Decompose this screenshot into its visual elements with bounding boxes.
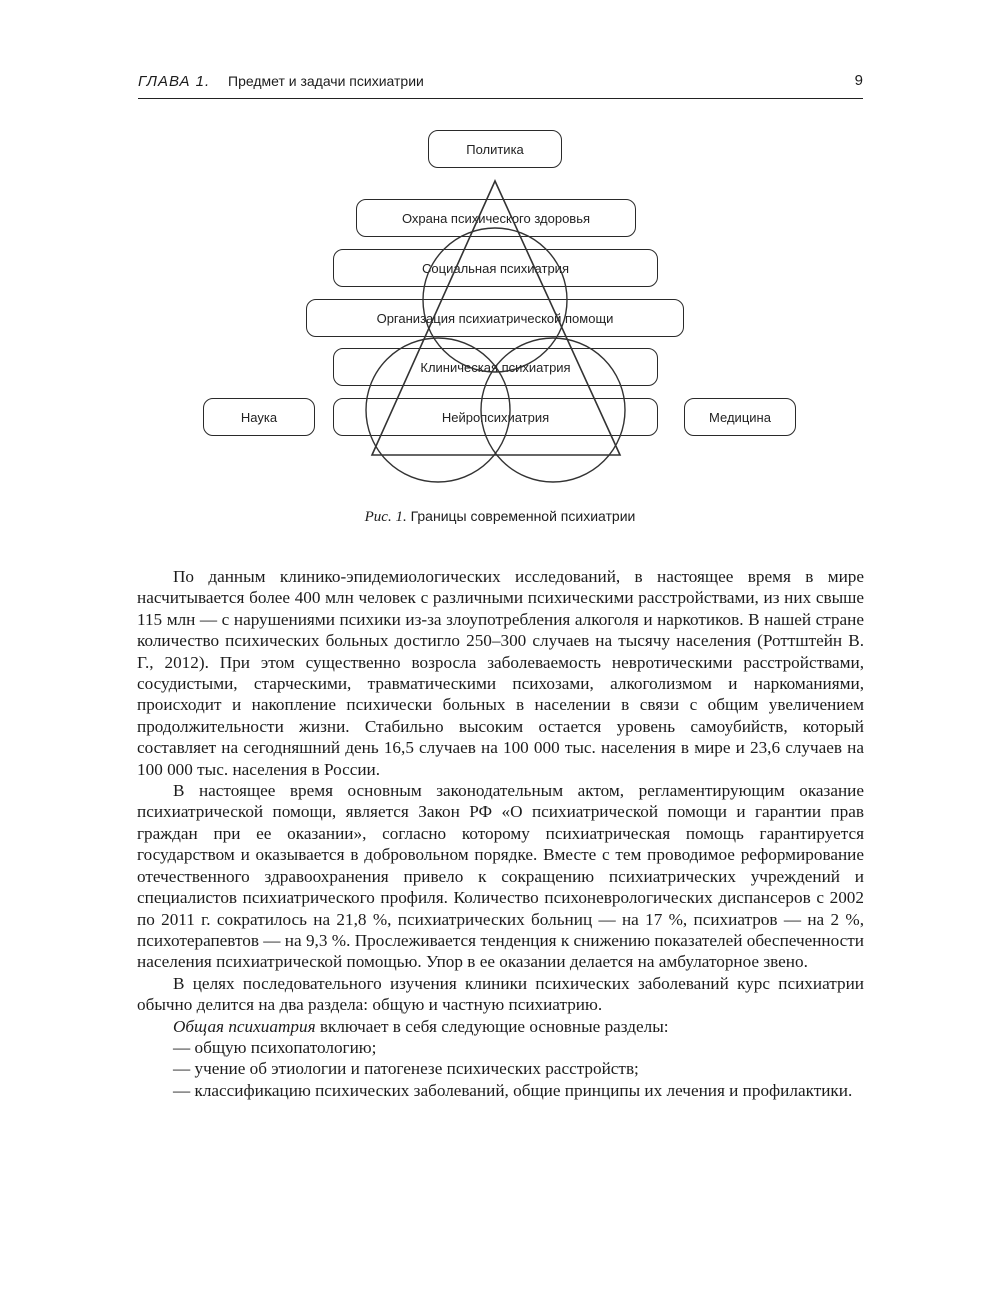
circle-bottom-right bbox=[481, 338, 625, 482]
figure-caption bbox=[0, 508, 1000, 526]
list-item: — общую психопатологию; bbox=[173, 1037, 377, 1057]
term-general-psychiatry: Общая психиатрия bbox=[173, 1016, 316, 1036]
box-mental-health: Охрана психического здоровья bbox=[356, 199, 636, 237]
box-neuropsychiatry: Нейропсихиатрия bbox=[333, 398, 658, 436]
paragraph-4 bbox=[137, 1016, 864, 1037]
box-organization: Организация психиатрической помощи bbox=[306, 299, 684, 337]
box-medicine: Медицина bbox=[684, 398, 796, 436]
paragraph-2: В настоящее время основным законодательным актом, регламентирующим оказание психиатрической помощи, является Закон РФ «О психиатрической помощи и гарантии прав граждан при ее оказании», согласно которому психиатрическая помощь гарантируется государством и оказывается в добровольном порядке. Вместе с тем проводимое реформирование отечественного здравоохранения привело к сокращению психиатрических учреждений и специалистов психиатрического профиля. Количество психоневрологических диспансеров с 2002 по 2011 г. сократилось на 21,8 %, психиатрических больниц — на 17 %, психиатров — на 2 %, психотерапевтов — на 9,3 %. Прослеживается тенденция к снижению показателей обеспеченности населения психиатрической помощью. Упор в ее оказании делается на амбулаторное звено. bbox=[137, 781, 864, 972]
box-clinical-psychiatry: Клиническая психиатрия bbox=[333, 348, 658, 386]
paragraph-4-rest: включает в себя следующие основные разделы: bbox=[315, 1016, 669, 1036]
circle-bottom-left bbox=[366, 338, 510, 482]
venn-triangle-overlay bbox=[0, 0, 1000, 560]
figure-caption-text: Границы современной психиатрии bbox=[410, 508, 636, 524]
body-text bbox=[137, 566, 864, 1101]
list-item: — учение об этиологии и патогенезе психических расстройств; bbox=[173, 1059, 639, 1079]
paragraph-3: В целях последовательного изучения клиники психических заболеваний курс психиатрии обычно делится на два раздела: общую и частную психиатрию. bbox=[137, 973, 864, 1015]
box-social-psychiatry: Социальная психиатрия bbox=[333, 249, 658, 287]
chapter-label: ГЛАВА 1. bbox=[138, 73, 211, 90]
figure-psychiatry-boundaries bbox=[0, 0, 1000, 560]
triangle bbox=[372, 181, 620, 455]
list-item: — классификацию психических заболеваний, общие принципы их лечения и профилактики. bbox=[173, 1080, 853, 1100]
figure-caption-label: Рис. 1. bbox=[364, 509, 407, 525]
paragraph-1: По данным клинико-эпидемиологических исследований, в настоящее время в мире насчитывается более 400 млн человек с различными психическими расстройствами, из них свыше 115 млн — с нарушениями психики из-за злоупотребления алкоголя и наркотиков. В нашей стране количество психических больных достигло 250–300 случаев на тысячу населения (Роттштейн В. Г., 2012). При этом существенно возросла заболеваемость невротическими расстройствами, сосудистыми, старческими, травматическими психозами, алкоголизмом и наркоманиями, происходит и накопление психически больных в населении в связи с общим увеличением продолжительности жизни. Стабильно высоким остается уровень самоубийств, который составляет на сегодняшний день 16,5 случаев на 100 000 тыс. населения в мире и 23,6 случаев на 100 000 тыс. населения в России. bbox=[137, 567, 864, 779]
box-science: Наука bbox=[203, 398, 315, 436]
chapter-subject: Предмет и задачи психиатрии bbox=[228, 73, 424, 89]
circle-top bbox=[423, 228, 567, 372]
box-politics: Политика bbox=[428, 130, 562, 168]
page-number: 9 bbox=[854, 72, 863, 89]
